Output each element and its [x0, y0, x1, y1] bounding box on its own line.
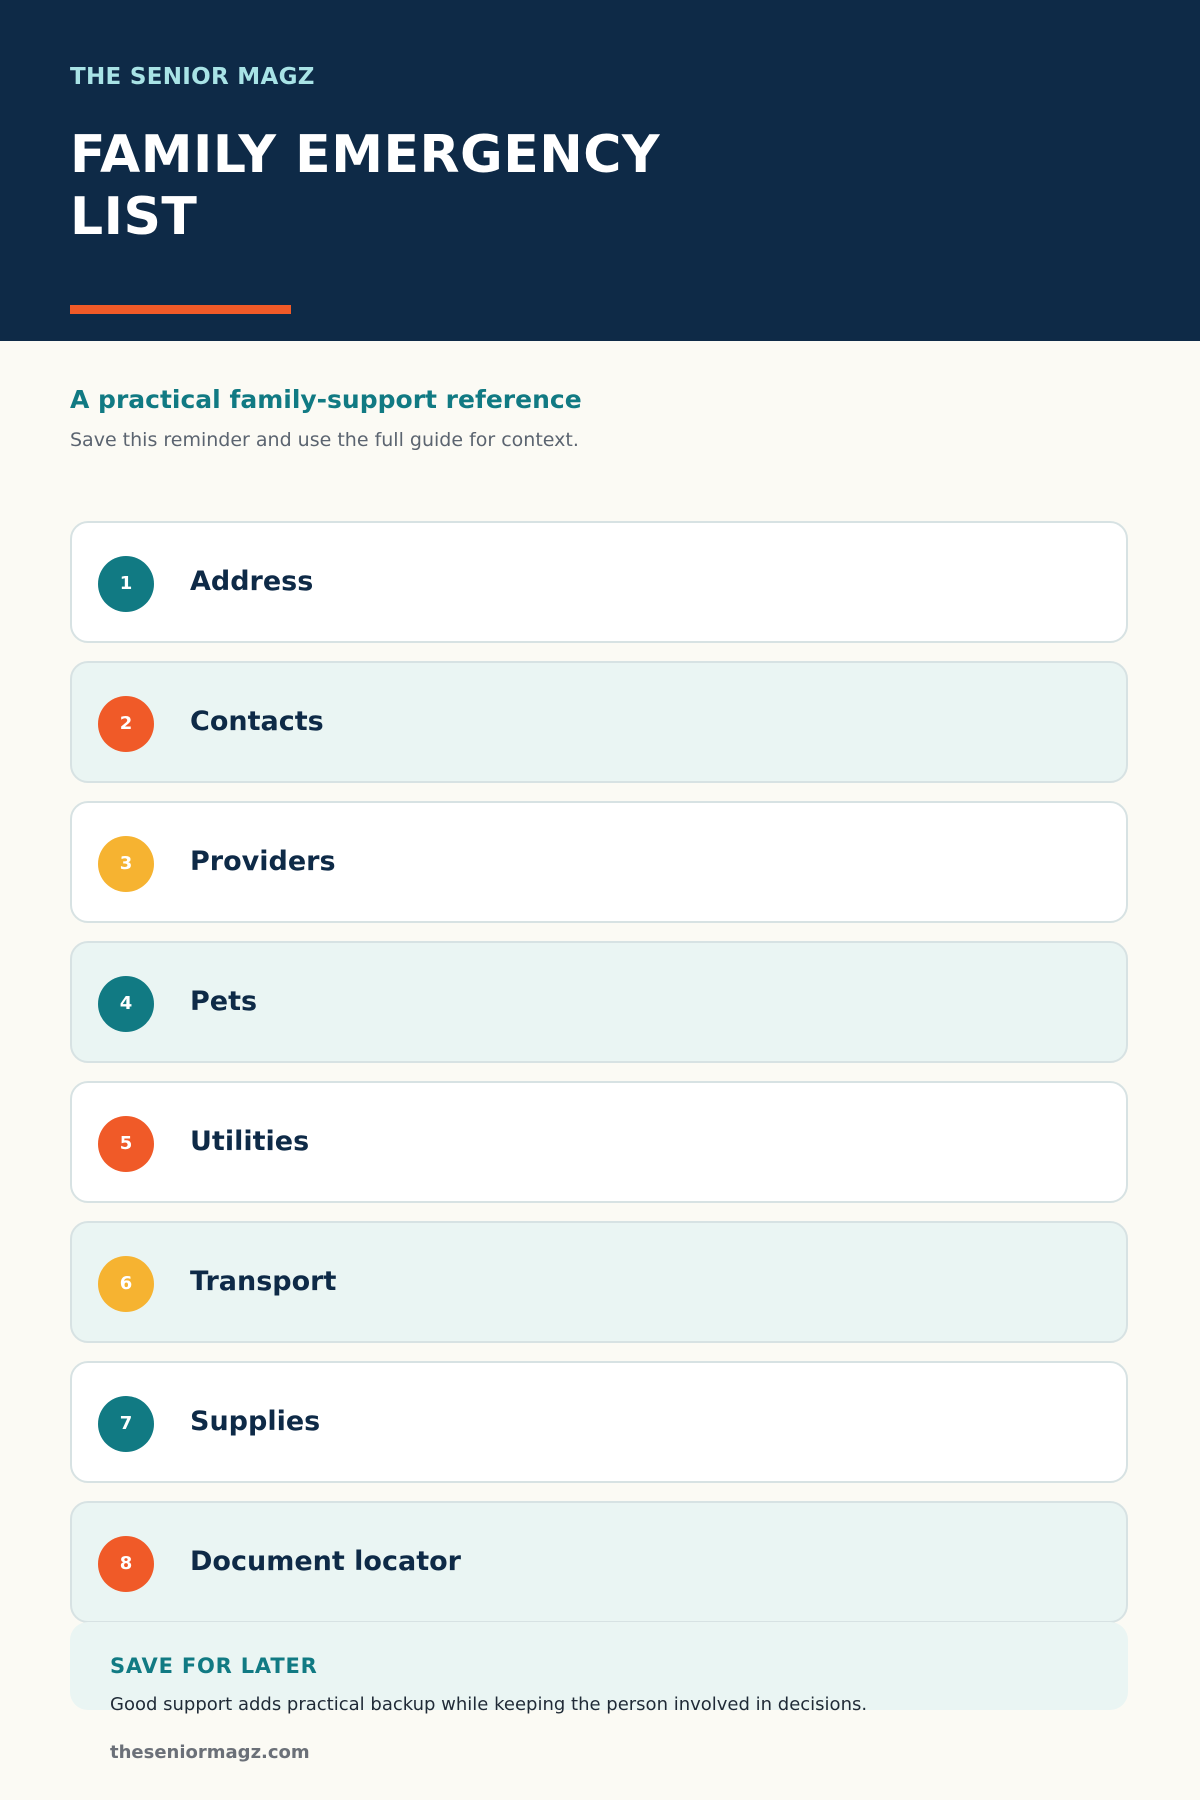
item-label: Providers: [190, 846, 336, 877]
number-badge: 6: [98, 1256, 154, 1312]
item-label: Contacts: [190, 706, 324, 737]
item-label: Document locator: [190, 1546, 461, 1577]
intro-text: Save this reminder and use the full guide for context.: [70, 429, 579, 451]
number-badge: 5: [98, 1116, 154, 1172]
header-banner: [0, 0, 1200, 341]
number-badge: 7: [98, 1396, 154, 1452]
subtitle: A practical family-support reference: [70, 385, 582, 414]
title-accent-bar: [70, 305, 291, 314]
item-label: Transport: [190, 1266, 337, 1297]
list-item-document-locator: [70, 1501, 1128, 1623]
list-item-supplies: [70, 1361, 1128, 1483]
brand-name: THE SENIOR MAGZ: [70, 64, 315, 90]
save-title: SAVE FOR LATER: [110, 1654, 318, 1678]
save-for-later-panel: [70, 1622, 1128, 1715]
number-badge: 4: [98, 976, 154, 1032]
item-label: Supplies: [190, 1406, 321, 1437]
item-label: Address: [190, 566, 314, 597]
page-title: FAMILY EMERGENCY LIST: [70, 125, 661, 247]
list-item-address: [70, 521, 1128, 643]
number-badge: 8: [98, 1536, 154, 1592]
list-item-utilities: [70, 1081, 1128, 1203]
item-label: Pets: [190, 986, 258, 1017]
footer-site-link[interactable]: theseniormagz.com: [110, 1742, 310, 1763]
save-text: Good support adds practical backup while keeping the person involved in decisions.: [110, 1694, 868, 1715]
list-item-contacts: [70, 661, 1128, 783]
number-badge: 2: [98, 696, 154, 752]
number-badge: 1: [98, 556, 154, 612]
item-label: Utilities: [190, 1126, 310, 1157]
list-item-providers: [70, 801, 1128, 923]
list-item-transport: [70, 1221, 1128, 1343]
number-badge: 3: [98, 836, 154, 892]
list-item-pets: [70, 941, 1128, 1063]
